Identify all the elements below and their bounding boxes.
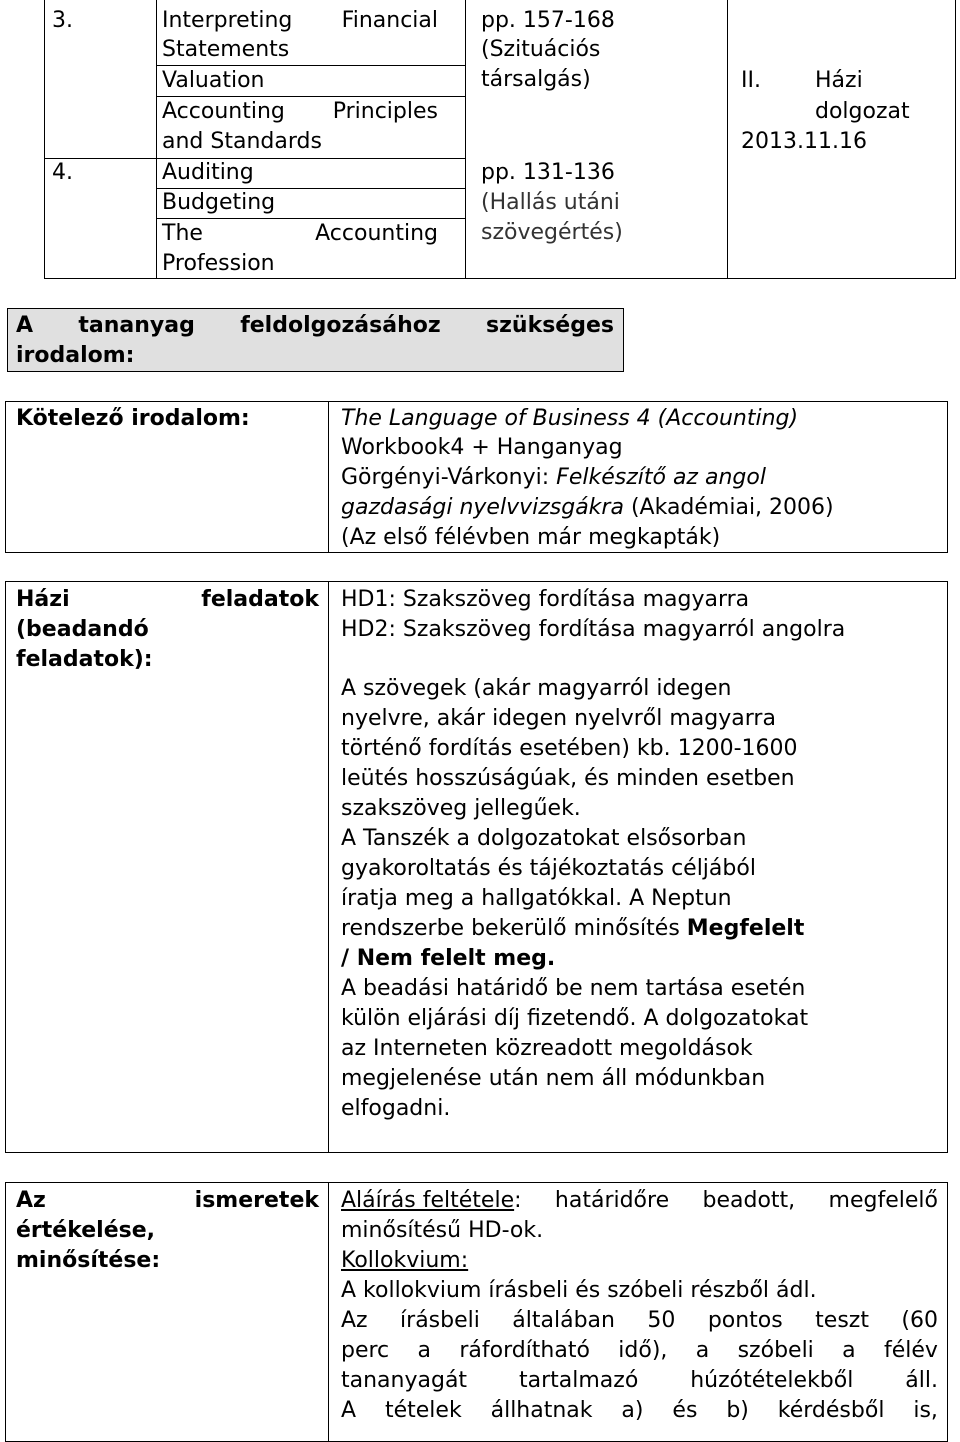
- method-label: (Szituációs: [481, 37, 601, 62]
- book-extra: Workbook4 + Hanganyag: [341, 435, 623, 460]
- homework-paragraph: A szövegek (akár magyarról idegen: [341, 676, 732, 701]
- topic-cell: Interpreting Financial: [162, 8, 438, 33]
- literature-header: A tananyag feldolgozásához szükséges irodalom:: [7, 308, 624, 372]
- mandatory-literature-section: [5, 401, 948, 553]
- book2-line: gazdasági nyelvvizsgákra (Akadémiai, 2006): [341, 495, 834, 520]
- homework-section: Házi feladatok (beadandó feladatok): HD1: Szakszöveg fordítása magyarra HD2: Szakszöveg fordítása magyarról angolra A szövegek (akár magyarról idegen nyelvre, akár idegen nyelvről magyarra történő fordítás esetében) kb. 1200-1600 leütés hosszúságúak, és minden esetben szakszöveg jellegűek. A Tanszék a dolgozatokat elsősorban gyakoroltatás és tájékoztatás céljából íratja meg a hallgatókkal. A Neptun rendszerbe bekerülő minősítés Megfelelt / Nem felelt meg. A beadási határidő be nem tartása esetén külön eljárási díj fizetendő. A dolgozatokat az Interneten közreadott megoldások megjelenése után nem áll módunkban elfogadni.: [5, 581, 948, 1153]
- exam-label: Házi: [815, 68, 863, 93]
- topic-cell: Budgeting: [162, 190, 276, 215]
- topic-cell: Statements: [162, 37, 290, 62]
- row-number: 4.: [52, 160, 73, 185]
- hd1-item: HD1: Szakszöveg fordítása magyarra: [341, 587, 750, 612]
- exam-number: II.: [741, 68, 761, 93]
- evaluation-section: Az ismeretek értékelése, minősítése: Aláírás feltétele: határidőre beadott, megfelelő minősítésű HD-ok. Kollokvium: A kollokvium írásbeli és szóbeli részből ádl. Az írásbeli általában 50 pontos teszt (60 perc a ráfordítható idő), a szóbeli a félév tananyagát tartalmazó húzótételekből áll. A tételek állhatnak a) és b) kérdésből is,: [5, 1182, 948, 1442]
- pages-ref: pp. 157-168: [481, 8, 615, 33]
- topic-cell: Auditing: [162, 160, 254, 185]
- mandatory-label: Kötelező irodalom:: [16, 406, 250, 431]
- pages-ref: pp. 131-136: [481, 160, 615, 185]
- topic-cell: Profession: [162, 251, 275, 276]
- method-label: társalgás): [481, 67, 591, 92]
- colloquium-text: A kollokvium írásbeli és szóbeli részből ádl.: [341, 1278, 817, 1303]
- topic-cell: and Standards: [162, 129, 322, 154]
- colloquium-label: Kollokvium:: [341, 1248, 469, 1273]
- exam-date: 2013.11.16: [741, 129, 867, 154]
- method-label: szövegértés): [481, 220, 623, 245]
- topic-cell: Valuation: [162, 68, 265, 93]
- row-number: 3.: [52, 8, 73, 33]
- note: (Az első félévben már megkapták): [341, 525, 721, 550]
- book2-line: Görgényi-Várkonyi: Felkészítő az angol: [341, 465, 766, 490]
- homework-label: Házi feladatok: [16, 587, 319, 612]
- topic-cell: Accounting Principles: [162, 99, 438, 124]
- evaluation-label: Az ismeretek: [16, 1188, 319, 1213]
- method-label: (Hallás utáni: [481, 190, 620, 215]
- exam-label: dolgozat: [815, 99, 910, 124]
- topic-cell: The Accounting: [162, 221, 438, 246]
- hd2-item: HD2: Szakszöveg fordítása magyarról angolra: [341, 617, 846, 642]
- book-title: The Language of Business 4 (Accounting): [341, 406, 799, 431]
- signature-condition: Aláírás feltétele: határidőre beadott, megfelelő: [341, 1188, 938, 1213]
